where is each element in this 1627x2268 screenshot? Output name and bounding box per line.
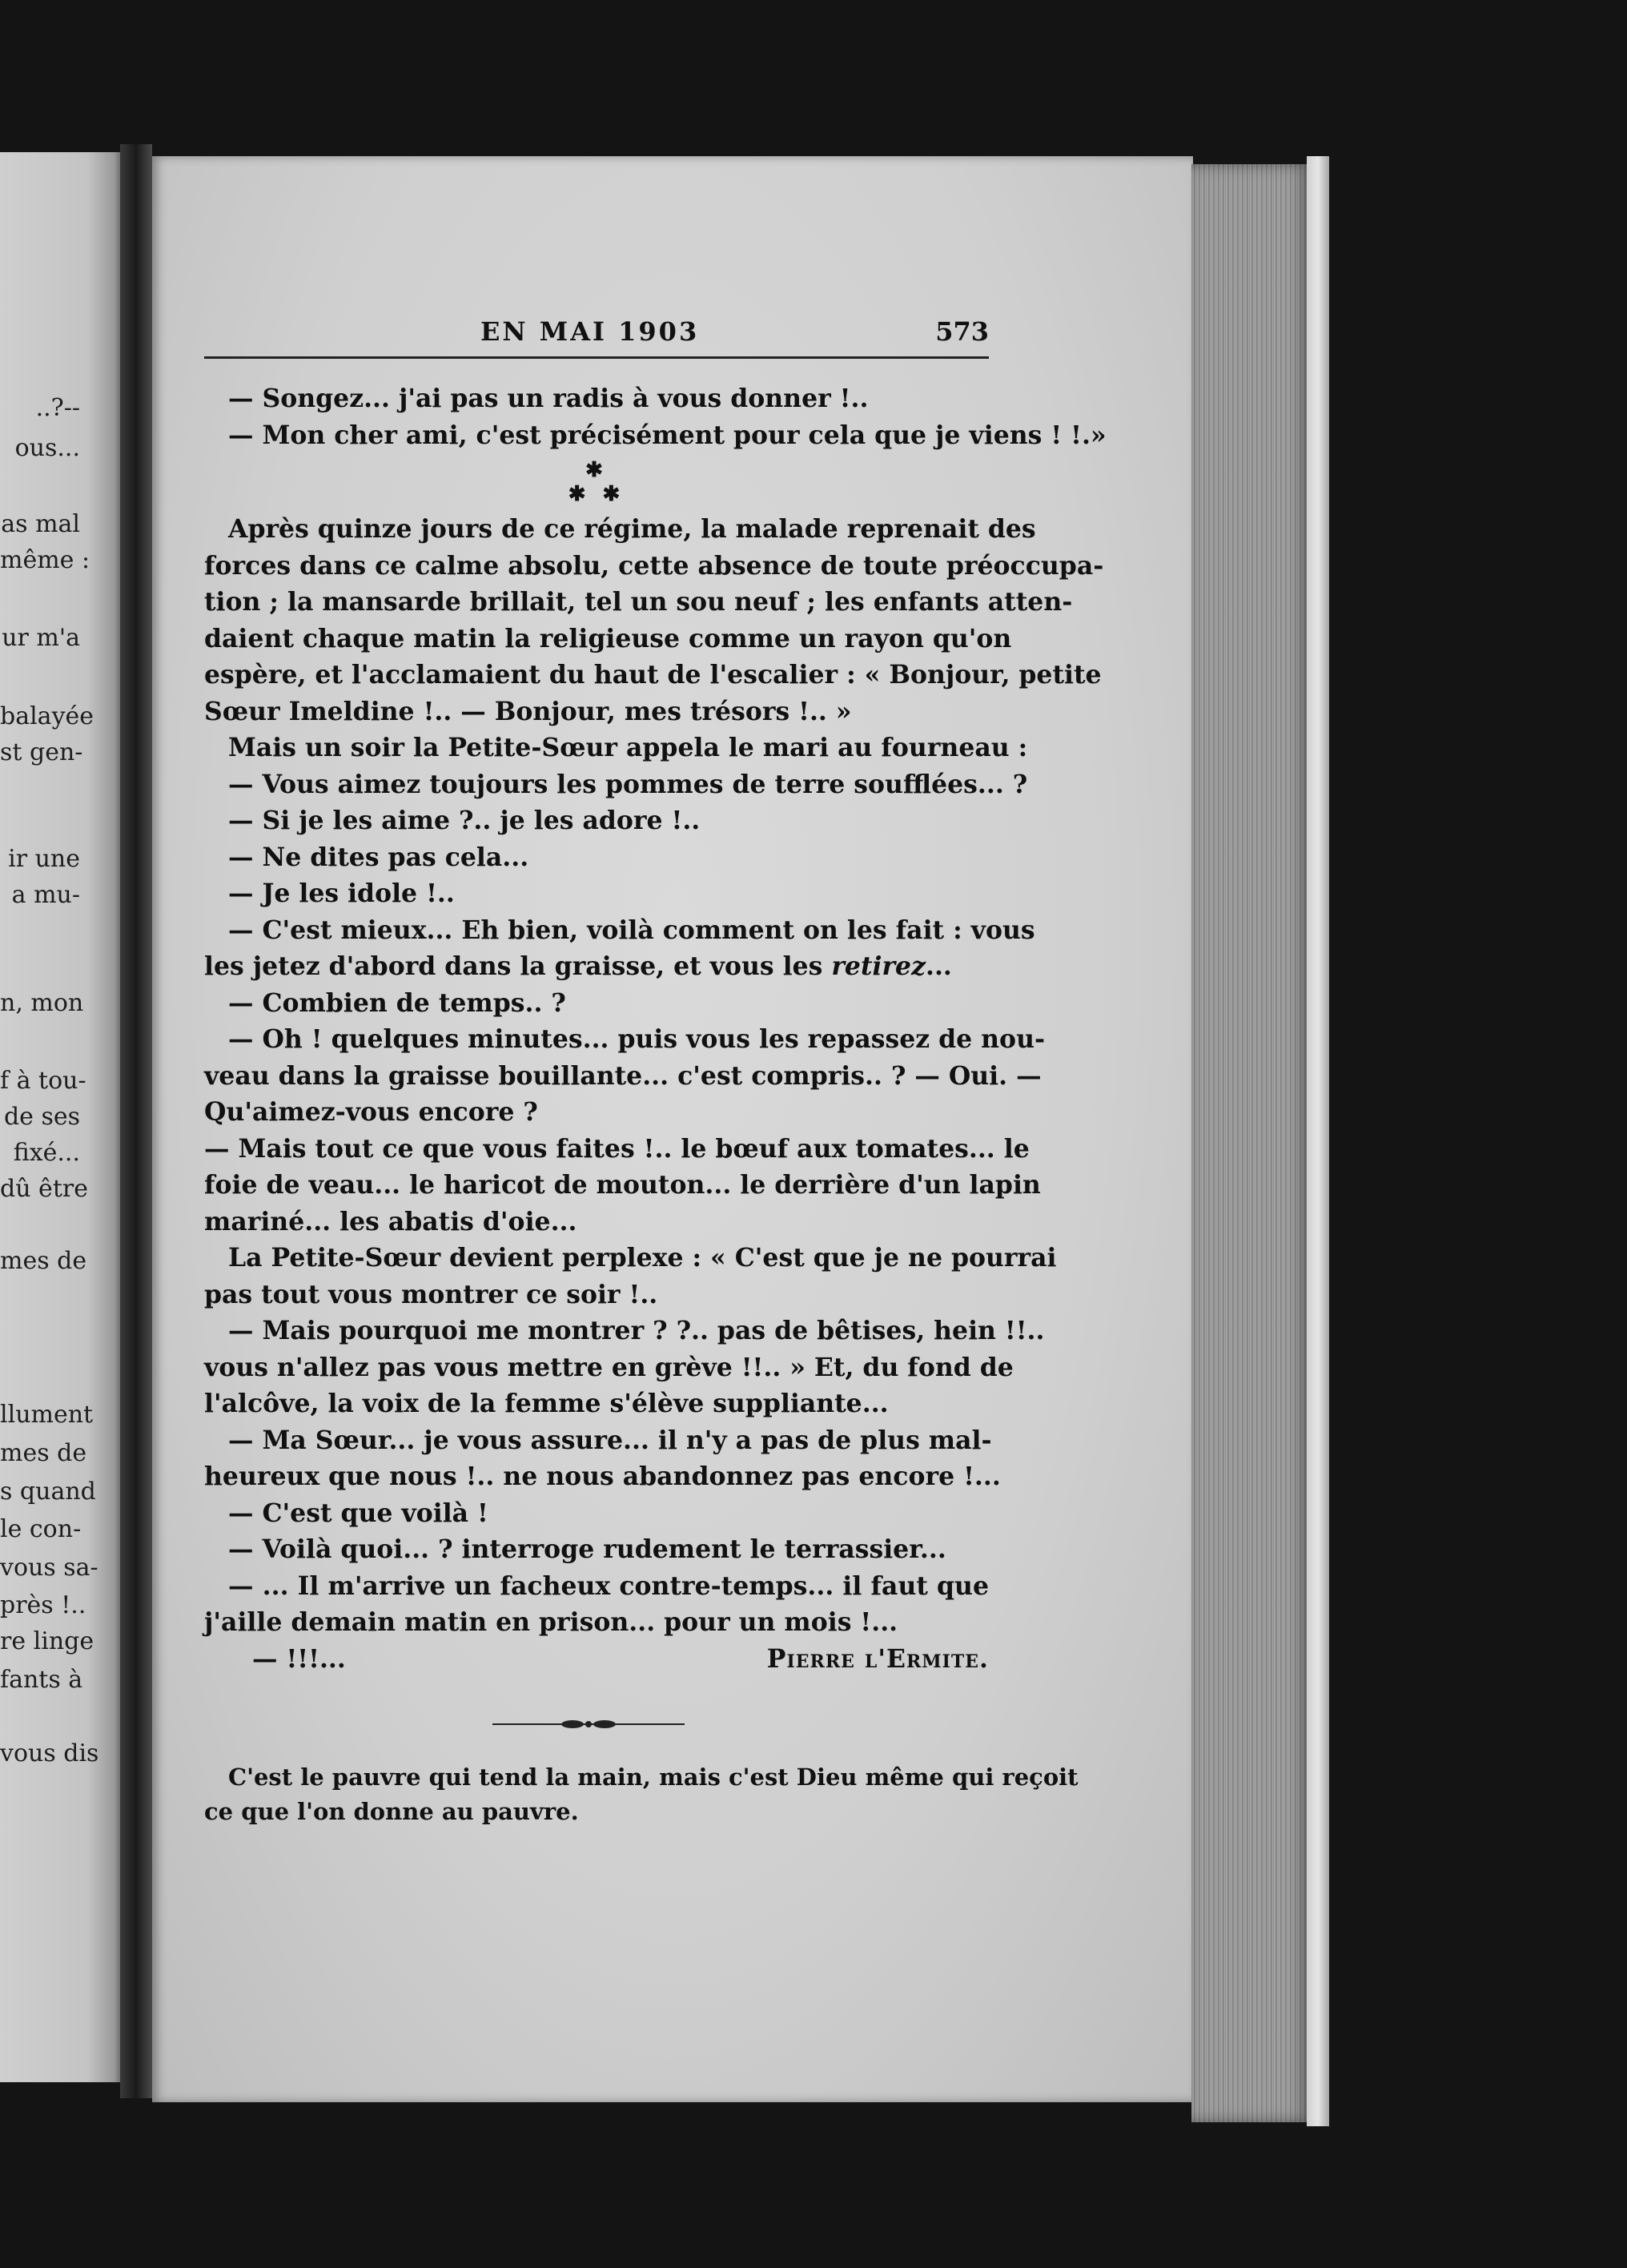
page-header-title: EN MAI 1903 [480,316,700,347]
section-separator [204,458,989,506]
paragraph [204,511,1104,730]
left-page-fragment: même : [0,546,90,574]
text-line: Mais un soir la Petite-Sœur appela le mari au fourneau : [228,733,1028,762]
text-line: forces dans ce calme absolu, cette absence de toute préoccupa- [204,550,1104,581]
text-line: veau dans la graisse bouillante... c'est compris.. ? — Oui. — [204,1060,1042,1091]
text-line: foie de veau... le haricot de mouton... le derrière d'un lapin [204,1170,1041,1200]
left-page-fragment: mes de [0,1439,87,1467]
left-page-fragment: ..?-- [35,394,80,422]
page-number: 573 [935,316,989,347]
dialogue-block [204,380,1107,453]
left-page-fragment: ir une [8,845,80,873]
quote-line: C'est le pauvre qui tend la main, mais c'est Dieu même qui reçoit [228,1763,1079,1791]
text-run: ... [926,951,952,981]
left-page-fragment: vous sa- [0,1554,98,1582]
left-page-fragment: fants à [0,1666,83,1694]
text-line: j'aille demain matin en prison... pour un mois !... [204,1607,898,1637]
text-line: heureux que nous !.. ne nous abandonnez pas encore !... [204,1462,1001,1491]
left-page-fragment: près !.. [0,1591,86,1619]
left-page-fragment: llument [0,1401,94,1429]
author-signature: Pierre l'Ermite. [766,1643,989,1674]
book-cover-edge [1307,156,1329,2126]
closing-quote [204,1760,1079,1829]
text-line: — Mon cher ami, c'est précisément pour cela que je viens ! !.» [228,420,1107,450]
text-line: — Ma Sœur... je vous assure... il n'y a pas de plus mal- [228,1425,992,1455]
text-line [204,948,989,985]
text-run: les jetez d'abord dans la graisse, et vous les [204,951,832,981]
left-page-fragment: st gen- [0,738,83,766]
text-line: Qu'aimez-vous encore ? [204,1097,538,1127]
book-page-edges [1191,164,1312,2122]
left-page-fragment: de ses [3,1103,80,1131]
book-gutter [120,144,152,2098]
text-line: — C'est que voilà ! [228,1498,488,1528]
text-line: — C'est mieux... Eh bien, voilà comment on les fait : vous [228,915,1035,945]
quote-line: ce que l'on donne au pauvre. [204,1798,579,1825]
left-page-fragment: ur m'a [2,624,80,652]
text-line: — Mais tout ce que vous faites !.. le bœuf aux tomates... le [204,1133,1030,1164]
text-line: — Ne dites pas cela... [228,842,529,872]
text-line: — Oh ! quelques minutes... puis vous les repassez de nou- [228,1024,1046,1054]
left-page-fragment: a mu- [11,881,80,909]
left-page-fragment: vous dis [0,1739,99,1767]
text-line: — ... Il m'arrive un facheux contre-temps... il faut que [228,1570,989,1601]
text-line: espère, et l'acclamaient du haut de l'escalier : « Bonjour, petite [204,660,1102,690]
paragraph [204,730,1028,912]
text-line: La Petite-Sœur devient perplexe : « C'est que je ne pourrai [228,1243,1057,1273]
text-line: — Mais pourquoi me montrer ? ?.. pas de bêtises, hein !!.. [228,1316,1045,1345]
text-line: — Voilà quoi... ? interroge rudement le terrassier... [228,1534,946,1564]
left-page-fragment: re linge [0,1627,94,1655]
closing-exclamation: — !!!... [252,1643,346,1674]
page-body [204,380,1107,1677]
left-page-fragment: balayée [0,702,94,730]
left-page-fragment: le con- [0,1515,82,1543]
left-page-fragment: f à tou- [0,1067,86,1095]
asterism: ✱ ✱ [568,482,625,506]
text-line: — Vous aimez toujours les pommes de terre soufflées... ? [228,769,1028,799]
left-page-fragment: ous... [14,434,80,462]
left-page-fragment: n, mon [0,989,84,1017]
running-head [204,316,989,359]
italic-word: retirez [831,951,926,981]
left-page-fragment: mes de [0,1247,87,1275]
left-page-fragment: as mal [1,510,80,538]
text-line: l'alcôve, la voix de la femme s'élève suppliante... [204,1389,889,1418]
paragraph [204,912,1035,985]
left-page-fragment: fixé... [13,1139,80,1167]
left-page-fragment: dû être [0,1175,88,1203]
left-page-fragment: s quand [0,1478,96,1506]
text-line: vous n'allez pas vous mettre en grève !!.. » Et, du fond de [204,1352,1014,1382]
signature-line [204,1641,989,1678]
ornament-rule [492,1716,685,1732]
text-line: Sœur Imeldine !.. — Bonjour, mes trésors !.. » [204,696,852,726]
text-line: daient chaque matin la religieuse comme un rayon qu'on [204,623,1012,653]
text-line: tion ; la mansarde brillait, tel un sou neuf ; les enfants atten- [204,587,1073,617]
text-line: — Combien de temps.. ? [228,987,566,1018]
text-line: — Si je les aime ?.. je les adore !.. [228,806,701,835]
text-line: — Je les idole !.. [228,879,455,908]
text-line: pas tout vous montrer ce soir !.. [204,1279,658,1309]
text-line: — Songez... j'ai pas un radis à vous donner !.. [228,384,869,413]
text-line: mariné... les abatis d'oie... [204,1206,577,1237]
paragraph [204,985,1057,1641]
text-line: Après quinze jours de ce régime, la malade reprenait des [228,514,1036,544]
asterism: ✱ [585,458,608,482]
